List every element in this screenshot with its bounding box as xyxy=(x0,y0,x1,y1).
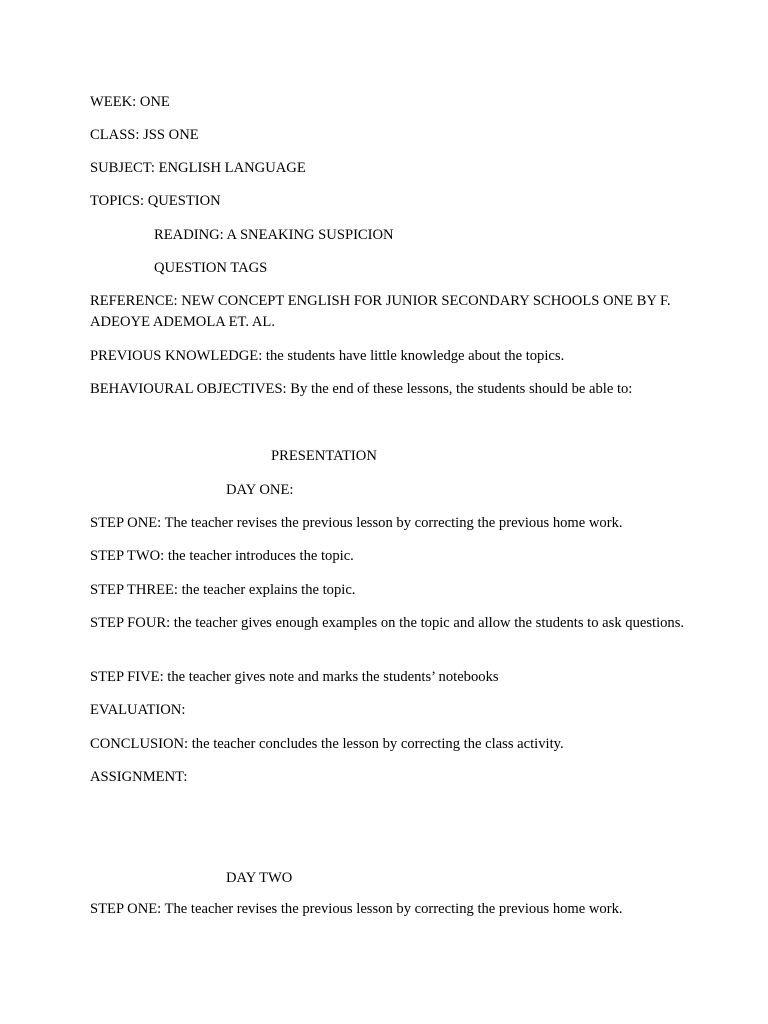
assignment-label: ASSIGNMENT: xyxy=(90,769,188,785)
presentation-heading: PRESENTATION xyxy=(271,448,377,464)
day-two-step-one: STEP ONE: The teacher revises the previous lesson by correcting the previous home work. xyxy=(90,901,623,917)
reference-paragraph: REFERENCE: NEW CONCEPT ENGLISH FOR JUNIOR SECONDARY SCHOOLS ONE BY F. ADEOYE ADEMOLA ET. AL. xyxy=(90,293,671,330)
class-line: CLASS: JSS ONE xyxy=(90,127,199,143)
topics-line: TOPICS: QUESTION xyxy=(90,193,221,209)
day-one-step-three: STEP THREE: the teacher explains the topic. xyxy=(90,582,356,598)
topic-question-tags: QUESTION TAGS xyxy=(154,260,268,276)
day-one-heading: DAY ONE: xyxy=(226,482,294,498)
conclusion-line: CONCLUSION: the teacher concludes the lesson by correcting the class activity. xyxy=(90,736,564,752)
evaluation-label: EVALUATION: xyxy=(90,702,186,718)
day-two-heading: DAY TWO xyxy=(226,870,293,886)
subject-line: SUBJECT: ENGLISH LANGUAGE xyxy=(90,160,306,176)
topic-reading: READING: A SNEAKING SUSPICION xyxy=(154,227,394,243)
previous-knowledge-line: PREVIOUS KNOWLEDGE: the students have little knowledge about the topics. xyxy=(90,348,565,364)
behavioural-objectives-line: BEHAVIOURAL OBJECTIVES: By the end of these lessons, the students should be able to: xyxy=(90,381,633,397)
day-one-step-two: STEP TWO: the teacher introduces the topic. xyxy=(90,548,354,564)
day-one-step-five: STEP FIVE: the teacher gives note and marks the students’ notebooks xyxy=(90,669,499,685)
week-line: WEEK: ONE xyxy=(90,94,170,110)
day-one-step-one: STEP ONE: The teacher revises the previous lesson by correcting the previous home work. xyxy=(90,515,623,531)
day-one-step-four: STEP FOUR: the teacher gives enough examples on the topic and allow the students to ask questions. xyxy=(90,615,685,631)
